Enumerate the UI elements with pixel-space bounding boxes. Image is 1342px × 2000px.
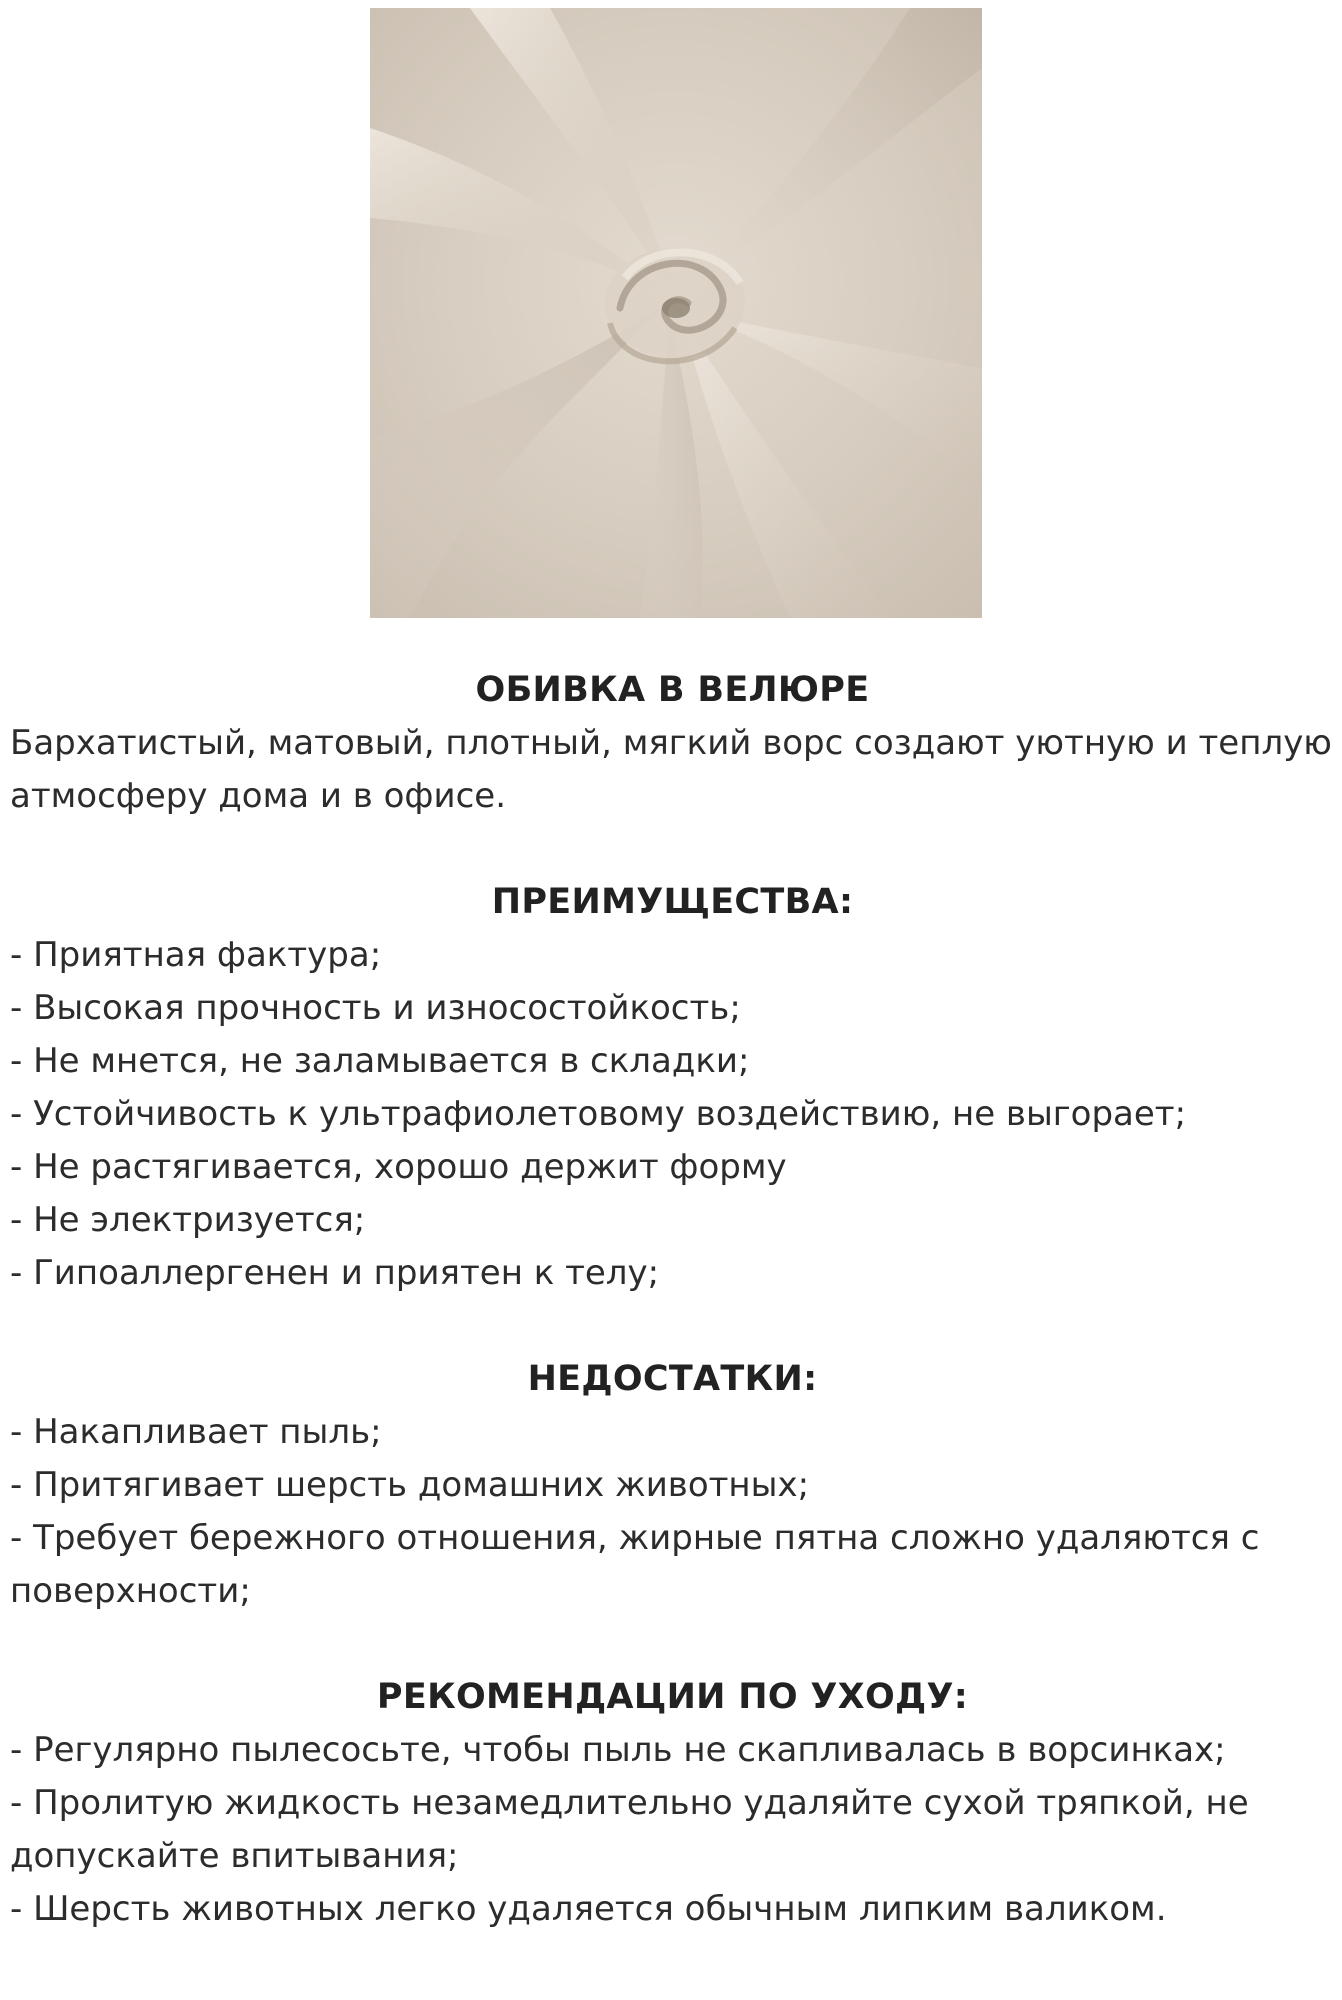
intro-heading: ОБИВКА В ВЕЛЮРЕ (475, 670, 870, 710)
intro-text: Бархатистый, матовый, плотный, мягкий ворс создают уютную и теплую атмосферу дома и в офисе. (10, 723, 1332, 816)
list-item: - Высокая прочность и износостойкость; (10, 988, 741, 1028)
list-item: - Не растягивается, хорошо держит форму (10, 1147, 787, 1187)
list-item: - Требует бережного отношения, жирные пятна сложно удаляются с поверхности; (10, 1518, 1260, 1611)
list-item: - Гипоаллергенен и приятен к телу; (10, 1253, 660, 1293)
advantages-list (10, 929, 1335, 1300)
care-heading: РЕКОМЕНДАЦИИ ПО УХОДУ: (376, 1677, 969, 1717)
care-list (10, 1724, 1335, 1936)
advantages-heading: ПРЕИМУЩЕСТВА: (491, 882, 854, 922)
velour-fabric-swirl-image (370, 8, 982, 618)
list-item: - Приятная фактура; (10, 935, 382, 975)
disadvantages-list (10, 1406, 1335, 1618)
list-item: - Регулярно пылесосьте, чтобы пыль не скапливалась в ворсинках; (10, 1730, 1226, 1770)
velour-fabric-photo (370, 8, 982, 618)
list-item: - Не мнется, не заламывается в складки; (10, 1041, 750, 1081)
list-item: - Накапливает пыль; (10, 1412, 382, 1452)
list-item: - Устойчивость к ультрафиолетовому воздействию, не выгорает; (10, 1094, 1187, 1134)
spacer (10, 823, 1335, 876)
list-item: - Не электризуется; (10, 1200, 366, 1240)
list-item: - Шерсть животных легко удаляется обычным липким валиком. (10, 1889, 1167, 1929)
list-item: - Притягивает шерсть домашних животных; (10, 1465, 810, 1505)
disadvantages-heading: НЕДОСТАТКИ: (527, 1359, 818, 1399)
fabric-description (10, 664, 1335, 1936)
spacer (10, 1618, 1335, 1671)
list-item: - Пролитую жидкость незамедлительно удаляйте сухой тряпкой, не допускайте впитывания; (10, 1783, 1249, 1876)
spacer (10, 1300, 1335, 1353)
